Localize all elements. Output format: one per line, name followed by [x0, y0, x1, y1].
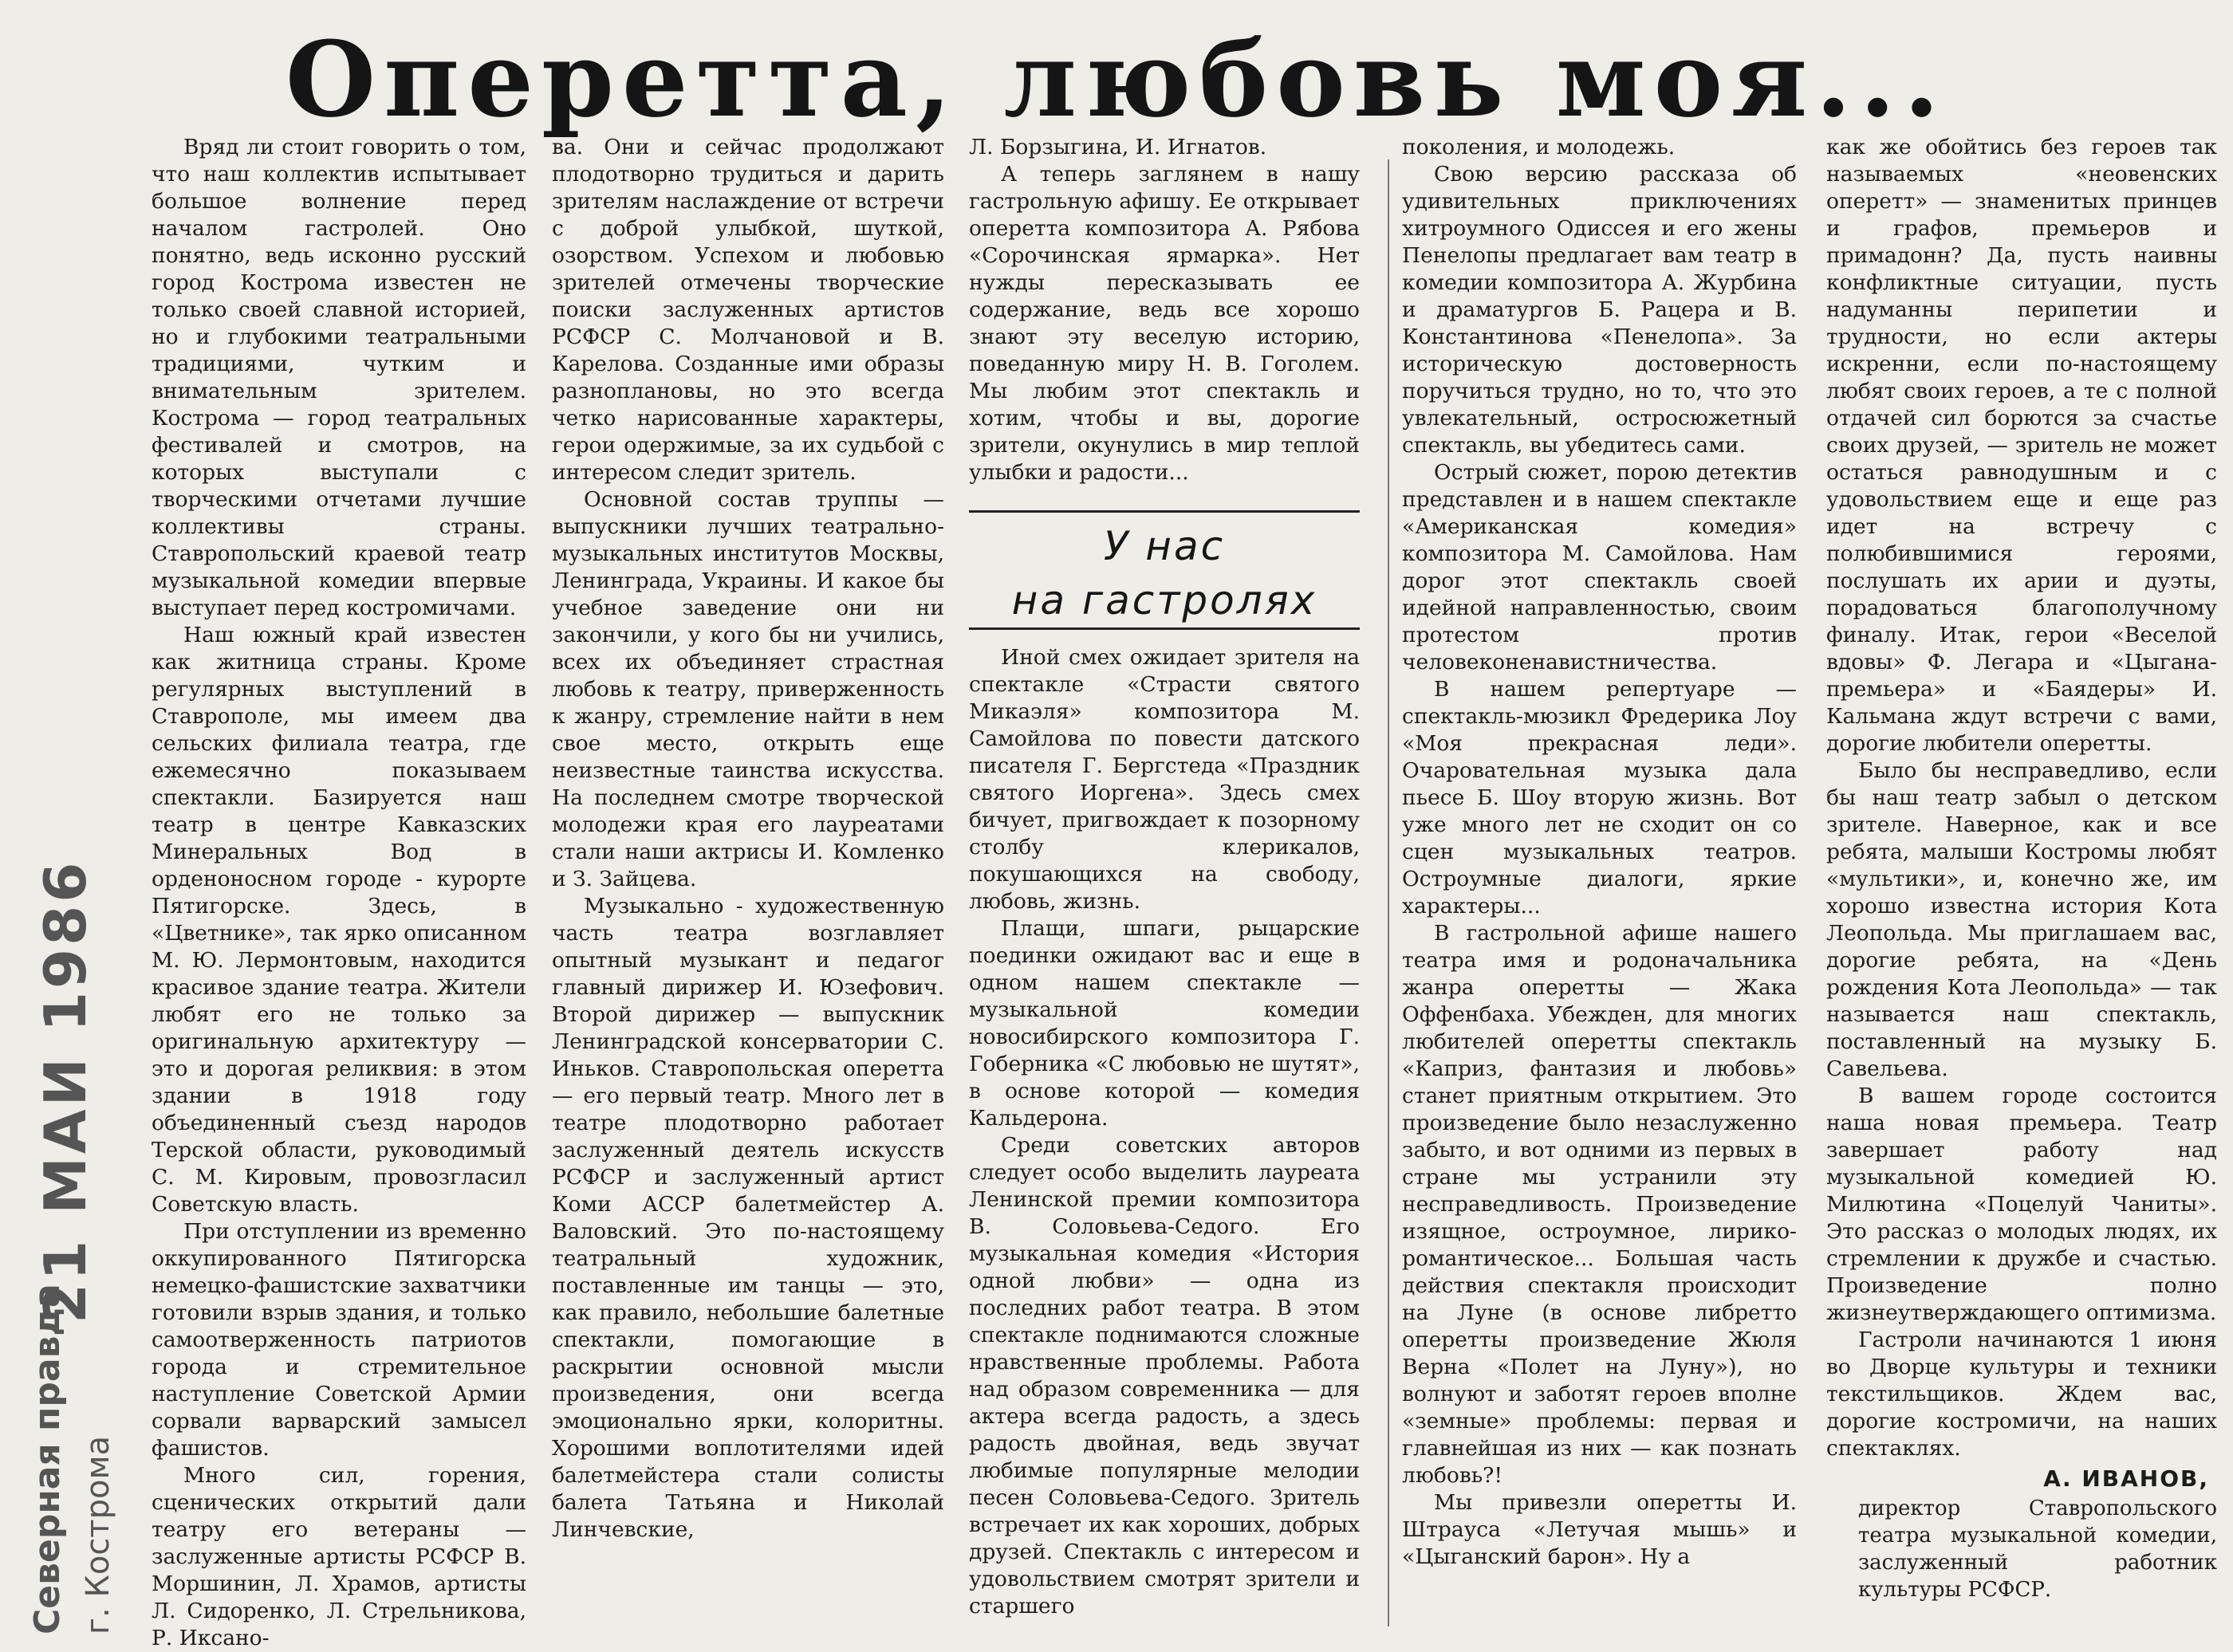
- text-column-5: [1826, 134, 2217, 1461]
- paragraph: А теперь заглянем в нашу гастрольную афишу. Ее открывает оперетта композитора А. Рябова «Сорочинская ярмарка». Нет нужды пересказывать ее содержание, ведь все хорошо знают эту веселую историю, поведанную миру Н. В. Гоголем. Мы любим этот спектакль и хотим, чтобы и вы, дорогие зрители, окунулись в мир теплой улыбки и радости...: [969, 162, 1360, 485]
- text-column-4: [1402, 134, 1797, 1633]
- paragraph: Музыкально - художественную часть театра возглавляет опытный музыкант и педагог главный дирижер И. Юзефович. Второй дирижер — выпускник Ленинградской консерватории С. Иньков. Ставропольская оперетта — его первый театр. Много лет в театре плодотворно работает заслуженный деятель искусств РСФСР и заслуженный артист Коми АССР балетмейстер А. Валовский. Это по-настоящему театральный художник, поставленные им танцы — это, как правило, небольшие балетные спектакли, помогающие в раскрытии основной мысли произведения, они всегда эмоционально ярки, колоритны. Хорошими воплотителями идей балетмейстера стали солисты балета Татьяна и Николай Линчевские,: [552, 894, 944, 1542]
- paragraph: Плащи, шпаги, рыцарские поединки ожидают вас и еще в одном нашем спектакле — музыкальной комедии новосибирского композитора Г. Гоберника «С любовью не шутят», в основе которой — комедия Кальдерона.: [969, 916, 1360, 1131]
- paragraph: В вашем городе состоится наша новая премьера. Театр завершает работу над музыкальной комедией Ю. Милютина «Поцелуй Чаниты». Это рассказ о молодых людях, их стремлении к дружбе и счастью. Произведение полно жизнеутверждающего оптимизма.: [1826, 1084, 2217, 1325]
- paragraph: В гастрольной афише нашего театра имя и родоначальника жанра оперетты — Жака Оффенбаха. Убежден, для многих любителей оперетты спектакль «Каприз, фантазия и любовь» станет приятным открытием. Это произведение было незаслуженно забыто, и вот одними из первых в стране мы устранили эту несправедливость. Произведение изящное, остроумное, лирико-романтическое... Большая часть действия спектакля происходит на Луне (в основе либретто оперетты произведение Жюля Верна «Полет на Луну»), но волнуют и заботят героев вполне «земные» проблемы: первая и главнейшая из них — как познать любовь?!: [1402, 921, 1797, 1488]
- paragraph: В нашем репертуаре — спектакль-мюзикл Фредерика Лоу «Моя прекрасная леди». Очаровательная музыка дала пьесе Б. Шоу вторую жизнь. Вот уже много лет не сходит он со сцен музыкальных театров. Остроумные диалоги, яркие характеры...: [1402, 677, 1797, 918]
- paragraph: Гастроли начинаются 1 июня во Дворце культуры и техники текстильщиков. Ждем вас, дорогие костромичи, на наших спектаклях.: [1826, 1328, 2217, 1461]
- paragraph: Вряд ли стоит говорить о том, что наш коллектив испытывает большое волнение перед началом гастролей. Оно понятно, ведь исконно русский город Кострома известен не только своей славной историей, но и глубокими театральными традициями, чутким и внимательным зрителем. Кострома — город театральных фестивалей и смотров, на которых выступали с творческими отчетами лучшие коллективы страны. Ставропольский краевой театр музыкальной комедии впервые выступает перед костромичами.: [152, 135, 526, 620]
- text-column-1: [152, 134, 526, 1650]
- paragraph: Основной состав труппы — выпускники лучших театрально-музыкальных институтов Москвы, Ленинграда, Украины. И какое бы учебное заведение они ни закончили, у кого бы ни учились, всех их объединяет страстная любовь к театру, приверженность к жанру, стремление найти в нем свое место, открыть еще неизвестные таинства искусства. На последнем смотре творческой молодежи края его лауреатами стали наши актрисы И. Комленко и З. Зайцева.: [552, 487, 944, 891]
- paragraph: Наш южный край известен как житница страны. Кроме регулярных выступлений в Ставрополе, мы имеем два сельских филиала театра, где ежемесячно показываем спектакли. Базируется наш театр в центре Кавказских Минеральных Вод в орденоносном городе - курорте Пятигорске. Здесь, в «Цветнике», так ярко описанном М. Ю. Лермонтовым, находится красивое здание театра. Жители любят его не только за оригинальную архитектуру — это и дорогая реликвия: в этом здании в 1918 году объединенный съезд народов Терской области, руководимый С. М. Кировым, провозгласил Советскую власть.: [152, 623, 526, 1217]
- author-name: А. ИВАНОВ,: [2043, 1465, 2209, 1492]
- author-title: директор Ставропольского театра музыкальной комедии, заслуженный работник культуры РСФСР.: [1858, 1497, 2217, 1602]
- section-subheading: [969, 510, 1360, 630]
- paragraph: Иной смех ожидает зрителя на спектакле «Страсти святого Микаэля» композитора М. Самойлова по повести датского писателя Г. Бергстеда «Праздник святого Иоргена». Здесь смех бичует, пригвождает к позорному столбу клерикалов, покушающихся на свободу, любовь, жизнь.: [969, 645, 1360, 914]
- date-stamp: 21 МАИ 1986: [32, 859, 99, 1324]
- subheading-line-2: на гастролях: [1011, 577, 1317, 623]
- paragraph: поколения, и молодежь.: [1402, 135, 1676, 159]
- text-column-3-bottom: [969, 644, 1360, 1633]
- text-column-2: [552, 134, 944, 1633]
- paragraph: Л. Борзыгина, И. Игнатов.: [969, 135, 1267, 159]
- paragraph: как же обойтись без героев так называемых «неовенских оперетт» — знаменитых принцев и графов, премьеров и примадонн? Да, пусть наивны конфликтные ситуации, пусть надуманны перипетии и трудности, но если актеры искренни, если по-настоящему любят своих героев, а те с полной отдачей сил борются за счастье своих друзей, — зритель не может остаться равнодушным и с удовольствием еще и еще раз идет на встречу с полюбившимися героями, послушать их арии и дуэты, порадоваться благополучному финалу. Итак, герои «Веселой вдовы» Ф. Легара и «Цыгана-премьера» и «Баядеры» И. Кальмана ждут встречи с вами, дорогие любители оперетты.: [1826, 135, 2217, 756]
- paragraph: Среди советских авторов следует особо выделить лауреата Ленинской премии композитора В. Соловьева-Седого. Его музыкальная комедия «История одной любви» — одна из последних работ театра. В этом спектакле поднимаются сложные нравственные проблемы. Работа над образом современника — для актера всегда радость, а здесь радость двойная, ведь звучат любимые популярные мелодии песен Соловьева-Седого. Зритель встречает их как хороших, добрых друзей. Спектакль с интересом и удовольствием смотрят зрители и старшего: [969, 1133, 1360, 1619]
- article-headline: Оперетта, любовь моя...: [285, 18, 1948, 140]
- column-divider: [1388, 159, 1389, 1626]
- newspaper-name-stamp: Северная правда: [27, 1284, 68, 1634]
- paragraph: Мы привезли оперетты И. Штрауса «Летучая мышь» и «Цыганский барон». Ну а: [1402, 1490, 1797, 1569]
- paragraph: Острый сюжет, порою детектив представлен и в нашем спектакле «Американская комедия» композитора М. Самойлова. Нам дорог этот спектакль своей идейной направленностью, своим протестом против человеконенавистничества.: [1402, 460, 1797, 675]
- paragraph: При отступлении из временно оккупированного Пятигорска немецко-фашистские захватчики готовили взрыв здания, и только самоотверженность патриотов города и стремительное наступление Советской Армии сорвали варварский замысел фашистов.: [152, 1219, 526, 1461]
- city-stamp: г. Кострома: [80, 1435, 116, 1634]
- paragraph: Было бы несправедливо, если бы наш театр забыл о детском зрителе. Наверное, как и все ребята, малыши Костромы любят «мультики», и, конечно же, им хорошо известна история Кота Леопольда. Мы приглашаем вас, дорогие ребята, на «День рождения Кота Леопольда» — так называется наш спектакль, поставленный на музыку Б. Савельева.: [1826, 758, 2217, 1081]
- subheading-line-1: У нас: [1103, 523, 1226, 569]
- text-column-3-top: [969, 134, 1360, 509]
- paragraph: Свою версию рассказа об удивительных приключениях хитроумного Одиссея и его жены Пенелопы предлагает вам театр в комедии композитора А. Журбина и драматургов Б. Рацера и В. Константинова «Пенелопа». За историческую достоверность поручиться трудно, но то, что это увлекательный, остросюжетный спектакль, вы убедитесь сами.: [1402, 162, 1797, 458]
- paragraph: Много сил, горения, сценических открытий дали театру его ветераны — заслуженные артисты РСФСР В. Моршинин, Л. Храмов, артисты Л. Сидоренко, Л. Стрельникова, Р. Иксано-: [152, 1463, 526, 1650]
- paragraph: ва. Они и сейчас продолжают плодотворно трудиться и дарить зрителям наслаждение от встречи с доброй улыбкой, шуткой, озорством. Успехом и любовью зрителей отмечены творческие поиски заслуженных артистов РСФСР С. Молчановой и В. Карелова. Созданные ими образы разноплановы, но это всегда четко нарисованные характеры, герои одержимые, за их судьбой с интересом следит зритель.: [552, 135, 944, 485]
